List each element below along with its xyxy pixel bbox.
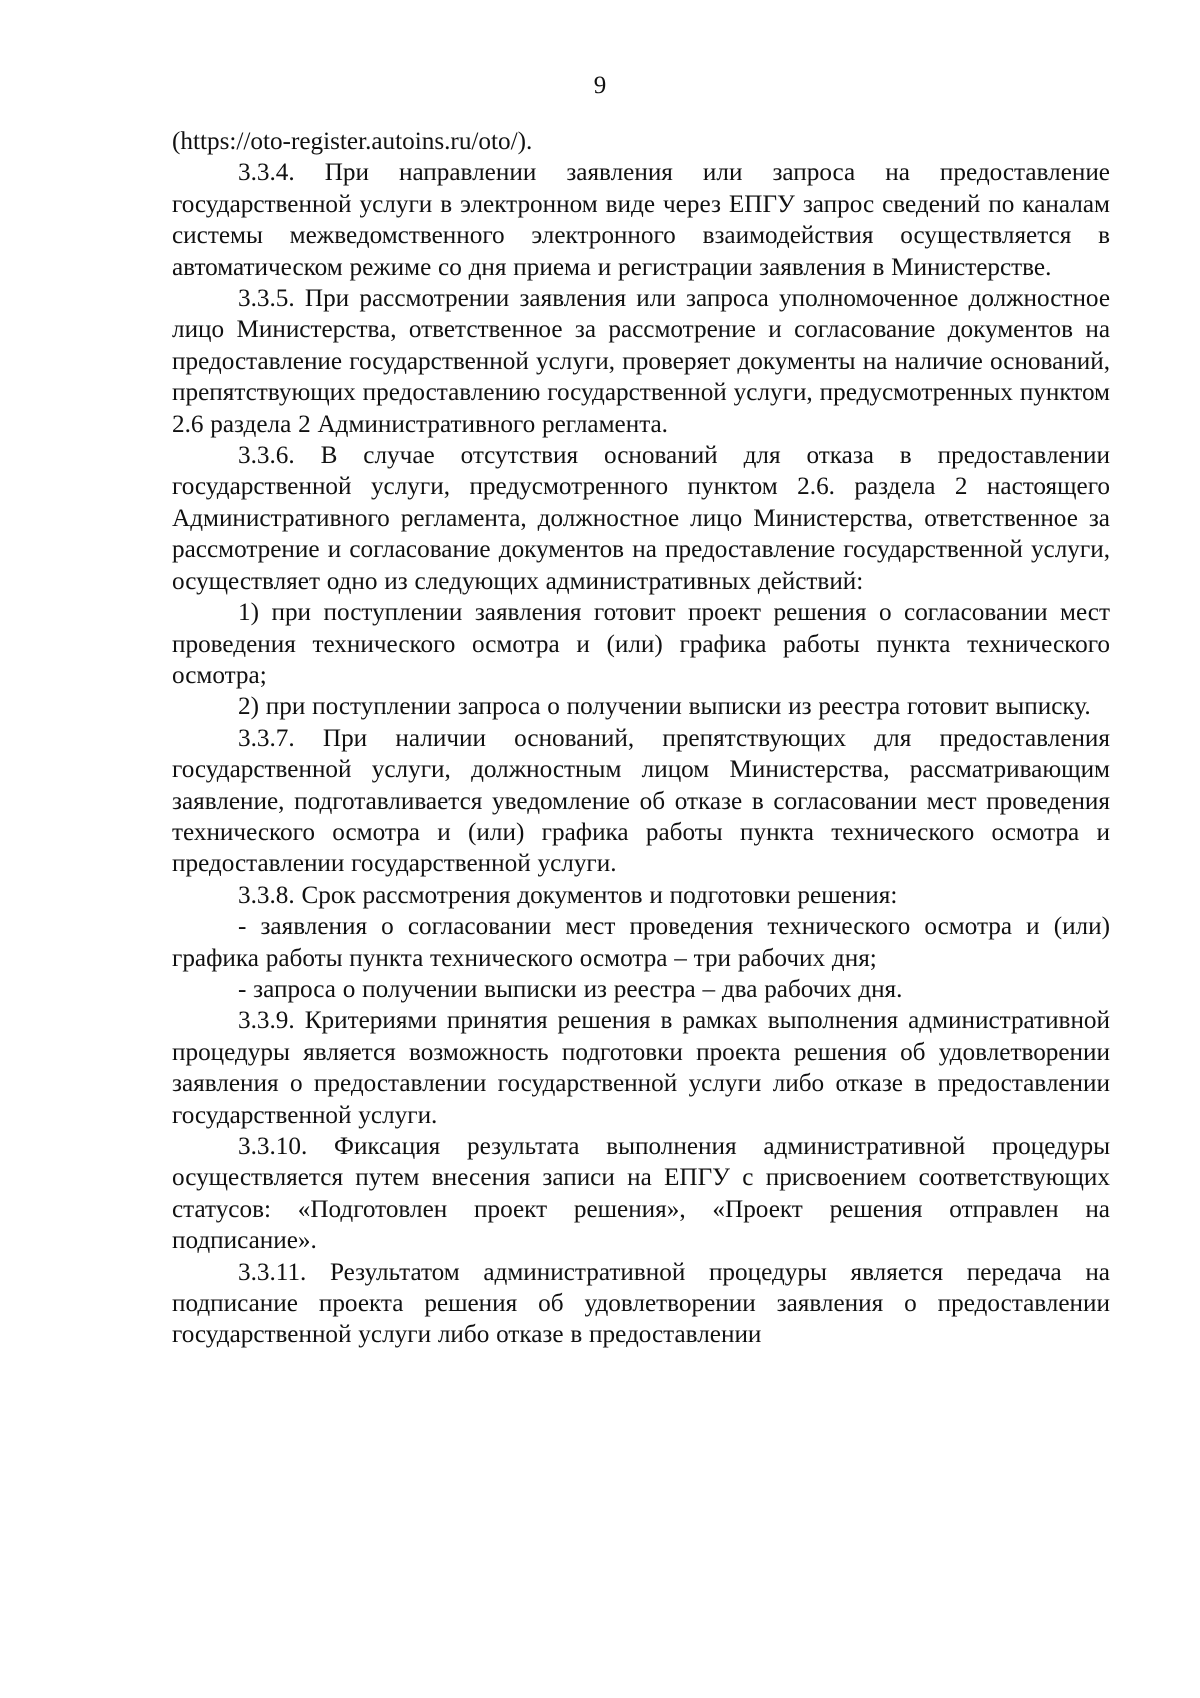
- paragraph-3-3-5: 3.3.5. При рассмотрении заявления или запроса уполномоченное должностное лицо Министерства, ответственное за рассмотрение и согласование документов на предоставление государственной услуги, проверяет документы на наличие оснований, препятствующих предоставлению государственной услуги, предусмотренных пунктом 2.6 раздела 2 Административного регламента.: [172, 285, 1110, 438]
- paragraph-3-3-9: 3.3.9. Критериями принятия решения в рамках выполнения административной процедуры является возможность подготовки проекта решения об удовлетворении заявления о предоставлении государственной услуги либо отказе в предоставлении государственной услуги.: [172, 1007, 1110, 1129]
- paragraph-3-3-10: 3.3.10. Фиксация результата выполнения административной процедуры осуществляется путем внесения записи на ЕПГУ с присвоением соответствующих статусов: «Подготовлен проект решения», «Проект решения отправлен на подписание».: [172, 1133, 1110, 1255]
- paragraph-3-3-11: 3.3.11. Результатом административной процедуры является передача на подписание проекта решения об удовлетворении заявления о предоставлении государственной услуги либо отказе в предоставлении: [172, 1258, 1110, 1349]
- list-item-1: 1) при поступлении заявления готовит проект решения о согласовании мест проведения технического осмотра и (или) графика работы пункта технического осмотра;: [172, 599, 1110, 689]
- paragraph-3-3-6: 3.3.6. В случае отсутствия оснований для отказа в предоставлении государственной услуги, предусмотренного пунктом 2.6. раздела 2 настоящего Административного регламента, должностное лицо Министерства, ответственное за рассмотрение и согласование документов на предоставление государственной услуги, осуществляет одно из следующих административных действий:: [172, 442, 1110, 595]
- paragraph-3-3-7: 3.3.7. При наличии оснований, препятствующих для предоставления государственной услуги, должностным лицом Министерства, рассматривающим заявление, подготавливается уведомление об отказе в согласовании мест проведения технического осмотра и (или) графика работы пункта технического осмотра и предоставлении государственной услуги.: [172, 724, 1110, 878]
- page-number: 9: [593, 72, 607, 99]
- paragraph-3-3-4: 3.3.4. При направлении заявления или запроса на предоставление государственной услуги в электронном виде через ЕПГУ запрос сведений по каналам системы межведомственного электронного взаимодействия осуществляется в автоматическом режиме со дня приема и регистрации заявления в Министерстве.: [172, 159, 1110, 281]
- paragraph-3-3-8: 3.3.8. Срок рассмотрения документов и подготовки решения:: [238, 881, 898, 909]
- list-item-2: 2) при поступлении запроса о получении выписки из реестра готовит выписку.: [238, 693, 1091, 721]
- document-body: [172, 126, 1110, 1351]
- dash-item-requests: - запроса о получении выписки из реестра – два рабочих дня.: [238, 975, 903, 1003]
- paragraph-url-continuation: (https://oto-register.autoins.ru/oto/).: [172, 128, 533, 155]
- dash-item-applications: - заявления о согласовании мест проведения технического осмотра и (или) графика работы пункта технического осмотра – три рабочих дня;: [172, 913, 1110, 972]
